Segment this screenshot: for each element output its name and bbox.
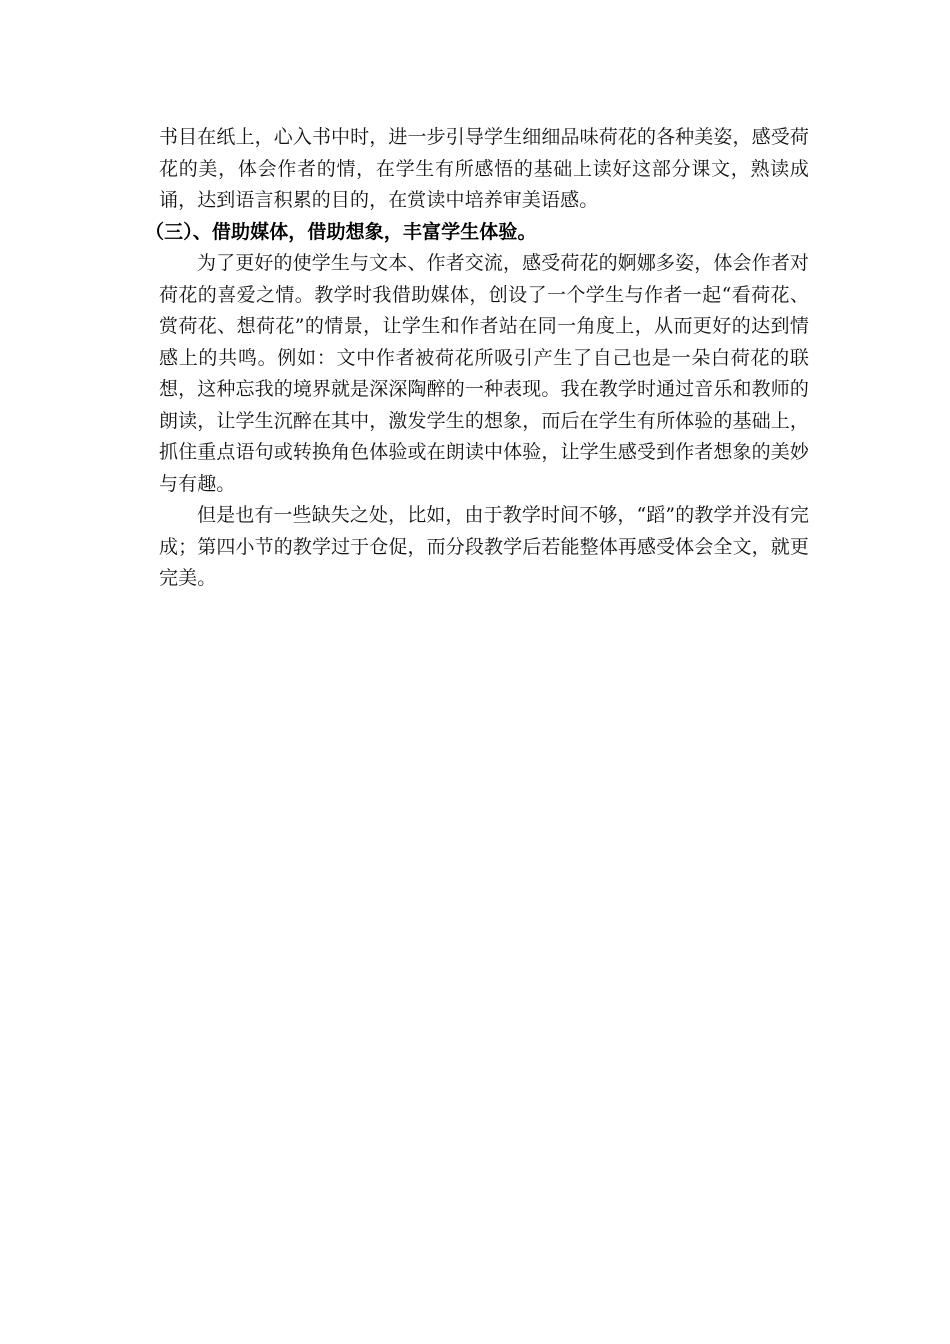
paragraph-shortcomings: 但是也有一些缺失之处，比如，由于教学时间不够，“蹈”的教学并没有完成；第四小节的教学过于仓促，而分段教学后若能整体再感受体会全文，就更完美。	[159, 504, 809, 589]
section-heading: （三）、借助媒体，借助想象，丰富学生体验。	[145, 220, 537, 243]
paragraph-continuation: 书目在纸上，心入书中时，进一步引导学生细细品味荷花的各种美姿，感受荷花的美，体会作者的情，在学生有所感悟的基础上读好这部分课文，熟读成诵，达到语言积累的目的，在赏读中培养审美语感。	[159, 126, 809, 211]
paragraph-media: 为了更好的使学生与文本、作者交流，感受荷花的婀娜多姿，体会作者对荷花的喜爱之情。教学时我借助媒体，创设了一个学生与作者一起“看荷花、赏荷花、想荷花”的情景，让学生和作者站在同一角度上，从而更好的达到情感上的共鸣。例如：文中作者被荷花所吸引产生了自己也是一朵白荷花的联想，这种忘我的境界就是深深陶醉的一种表现。我在教学时通过音乐和教师的朗读，让学生沉醉在其中，激发学生的想象，而后在学生有所体验的基础上，抓住重点语句或转换角色体验或在朗读中体验，让学生感受到作者想象的美妙与有趣。	[159, 252, 809, 495]
document-body	[145, 122, 809, 595]
